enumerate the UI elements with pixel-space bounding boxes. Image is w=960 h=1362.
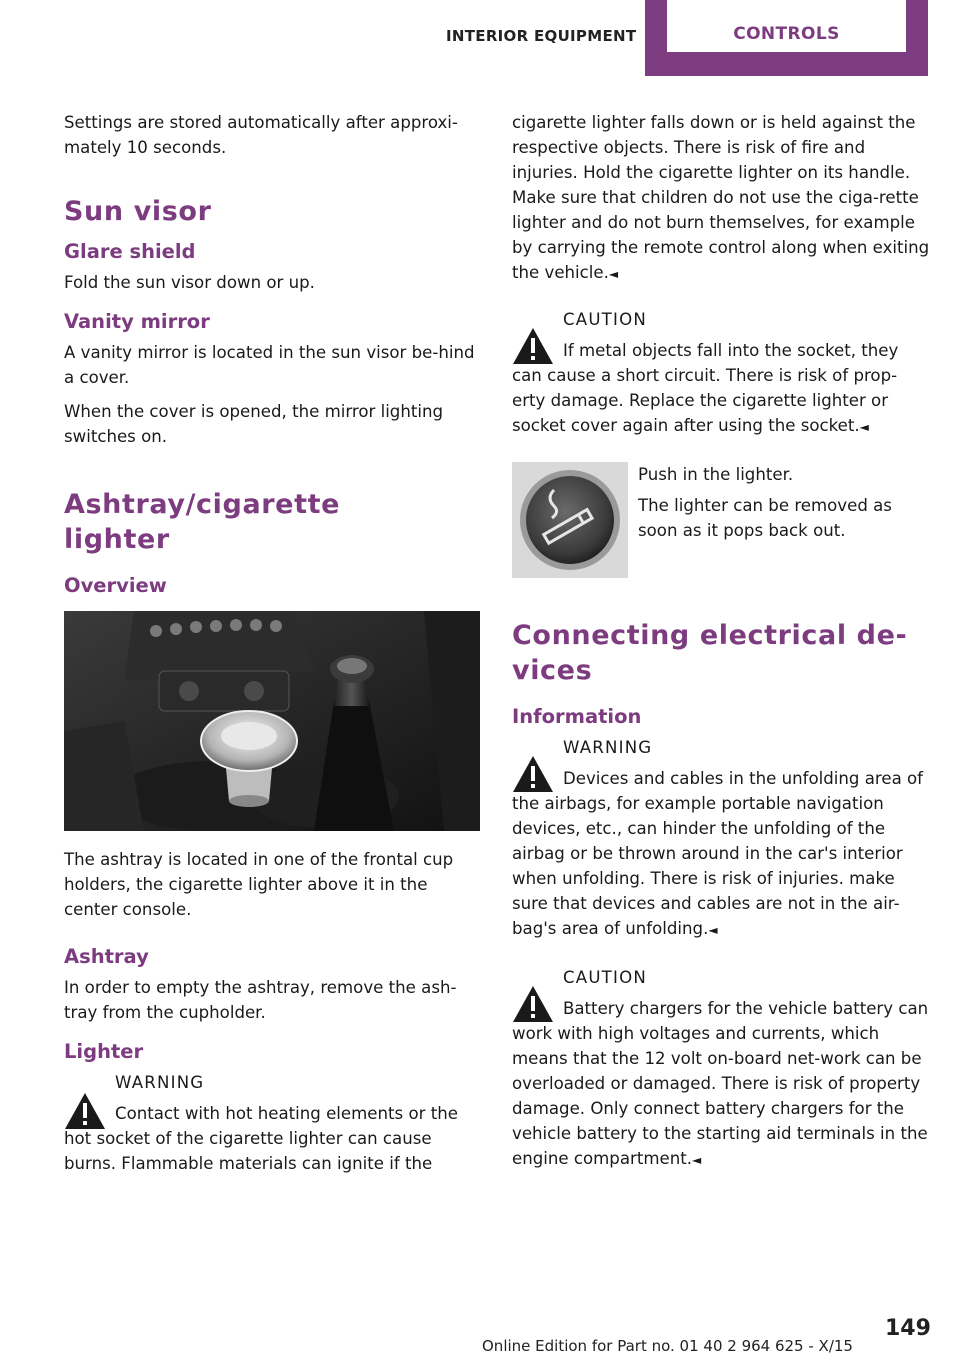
connecting-heading-line2: vices xyxy=(512,655,593,686)
lighter-warning xyxy=(64,1070,482,1176)
right-column xyxy=(512,110,930,1173)
battery-caution-text xyxy=(512,996,930,1173)
warning-keyword: WARNING xyxy=(115,1073,205,1092)
airbag-warning xyxy=(512,735,930,943)
sun-visor-heading: Sun visor xyxy=(64,196,212,227)
ashtray-text: In order to empty the ashtray, remove the ash-tray from the cupholder. xyxy=(64,978,457,1022)
ashtray-heading-line2: lighter xyxy=(64,524,170,555)
caution-socket xyxy=(512,307,930,440)
edition-text: Online Edition for Part no. 01 40 2 964 625 - X/15 xyxy=(482,1337,853,1355)
end-marker: ◄ xyxy=(608,267,619,281)
warning-continued-text xyxy=(512,110,930,287)
lighter-instruction-text xyxy=(638,462,930,552)
intro-paragraph: Settings are stored automatically after approxi-mately 10 seconds. xyxy=(64,113,458,157)
information-heading: Information xyxy=(512,705,642,728)
header-chapter-label: CONTROLS xyxy=(733,24,840,44)
battery-caution xyxy=(512,965,930,1173)
vanity-mirror-text-2: When the cover is opened, the mirror lighting switches on. xyxy=(64,402,444,446)
caution-keyword: CAUTION xyxy=(563,968,647,987)
warning-text-start: Contact with hot heating elements or the hot socket of the cigarette lighter can cause burns. Flammable materials can ignite if the xyxy=(64,1104,458,1173)
header-section-title: INTERIOR EQUIPMENT xyxy=(446,27,637,45)
lighter-removed-text: The lighter can be removed as soon as it pops back out. xyxy=(638,496,892,540)
ashtray-subheading: Ashtray xyxy=(64,945,149,968)
airbag-warning-body: Devices and cables in the unfolding area of the airbags, for example portable navigation devices, etc., can hinder the unfolding of the airbag or be thrown around in the car's interior when unfolding. There is risk of injuries. make sure that devices and cables are not in the air-bag's area of unfolding. xyxy=(512,769,924,938)
end-marker: ◄ xyxy=(708,923,718,937)
caution-socket-text xyxy=(512,338,930,440)
warning-triangle-icon xyxy=(64,1092,106,1130)
glare-shield-heading: Glare shield xyxy=(64,240,196,263)
lighter-heading: Lighter xyxy=(64,1040,144,1063)
warning-continued-body: cigarette lighter falls down or is held against the respective objects. There is risk of fire and injuries. Hold the cigarette lighter on its handle. Make sure that children do not use the ciga-rette lighter and do not burn themselves, for example by carrying the remote control along when exiting the vehicle. xyxy=(512,113,930,282)
caution-keyword: CAUTION xyxy=(563,310,647,329)
overview-heading: Overview xyxy=(64,574,167,597)
page-number: 149 xyxy=(885,1316,931,1341)
vanity-mirror-text-1: A vanity mirror is located in the sun visor be-hind a cover. xyxy=(64,343,475,387)
airbag-warning-text xyxy=(512,766,930,943)
end-marker: ◄ xyxy=(859,420,869,434)
connecting-heading-line1: Connecting electrical de- xyxy=(512,620,908,651)
warning-triangle-icon xyxy=(512,985,554,1023)
push-lighter-text: Push in the lighter. xyxy=(638,465,794,484)
battery-caution-body: Battery chargers for the vehicle battery can work with high voltages and currents, which means that the 12 volt on-board net-work can be overloaded or damaged. There is risk of property damage. Only connect battery chargers for the vehicle battery to the starting aid terminals in the engine compartment. xyxy=(512,999,929,1168)
lighter-instruction xyxy=(512,462,930,604)
warning-triangle-icon xyxy=(512,755,554,793)
vanity-mirror-heading: Vanity mirror xyxy=(64,310,210,333)
ashtray-heading-line1: Ashtray/cigarette xyxy=(64,489,341,520)
cigarette-lighter-icon xyxy=(512,462,628,578)
warning-triangle-icon xyxy=(512,327,554,365)
end-marker: ◄ xyxy=(692,1153,702,1167)
left-column xyxy=(64,110,482,1176)
caution-socket-body: If metal objects fall into the socket, they can cause a short circuit. There is risk of prop-erty damage. Replace the cigarette lighter or socket cover again after using the socket. xyxy=(512,341,899,435)
overview-text: The ashtray is located in one of the frontal cup holders, the cigarette lighter above it in the center console. xyxy=(64,850,454,919)
warning-keyword: WARNING xyxy=(563,738,653,757)
ashtray-cupholder-photo xyxy=(64,611,480,831)
glare-shield-text: Fold the sun visor down or up. xyxy=(64,273,315,292)
